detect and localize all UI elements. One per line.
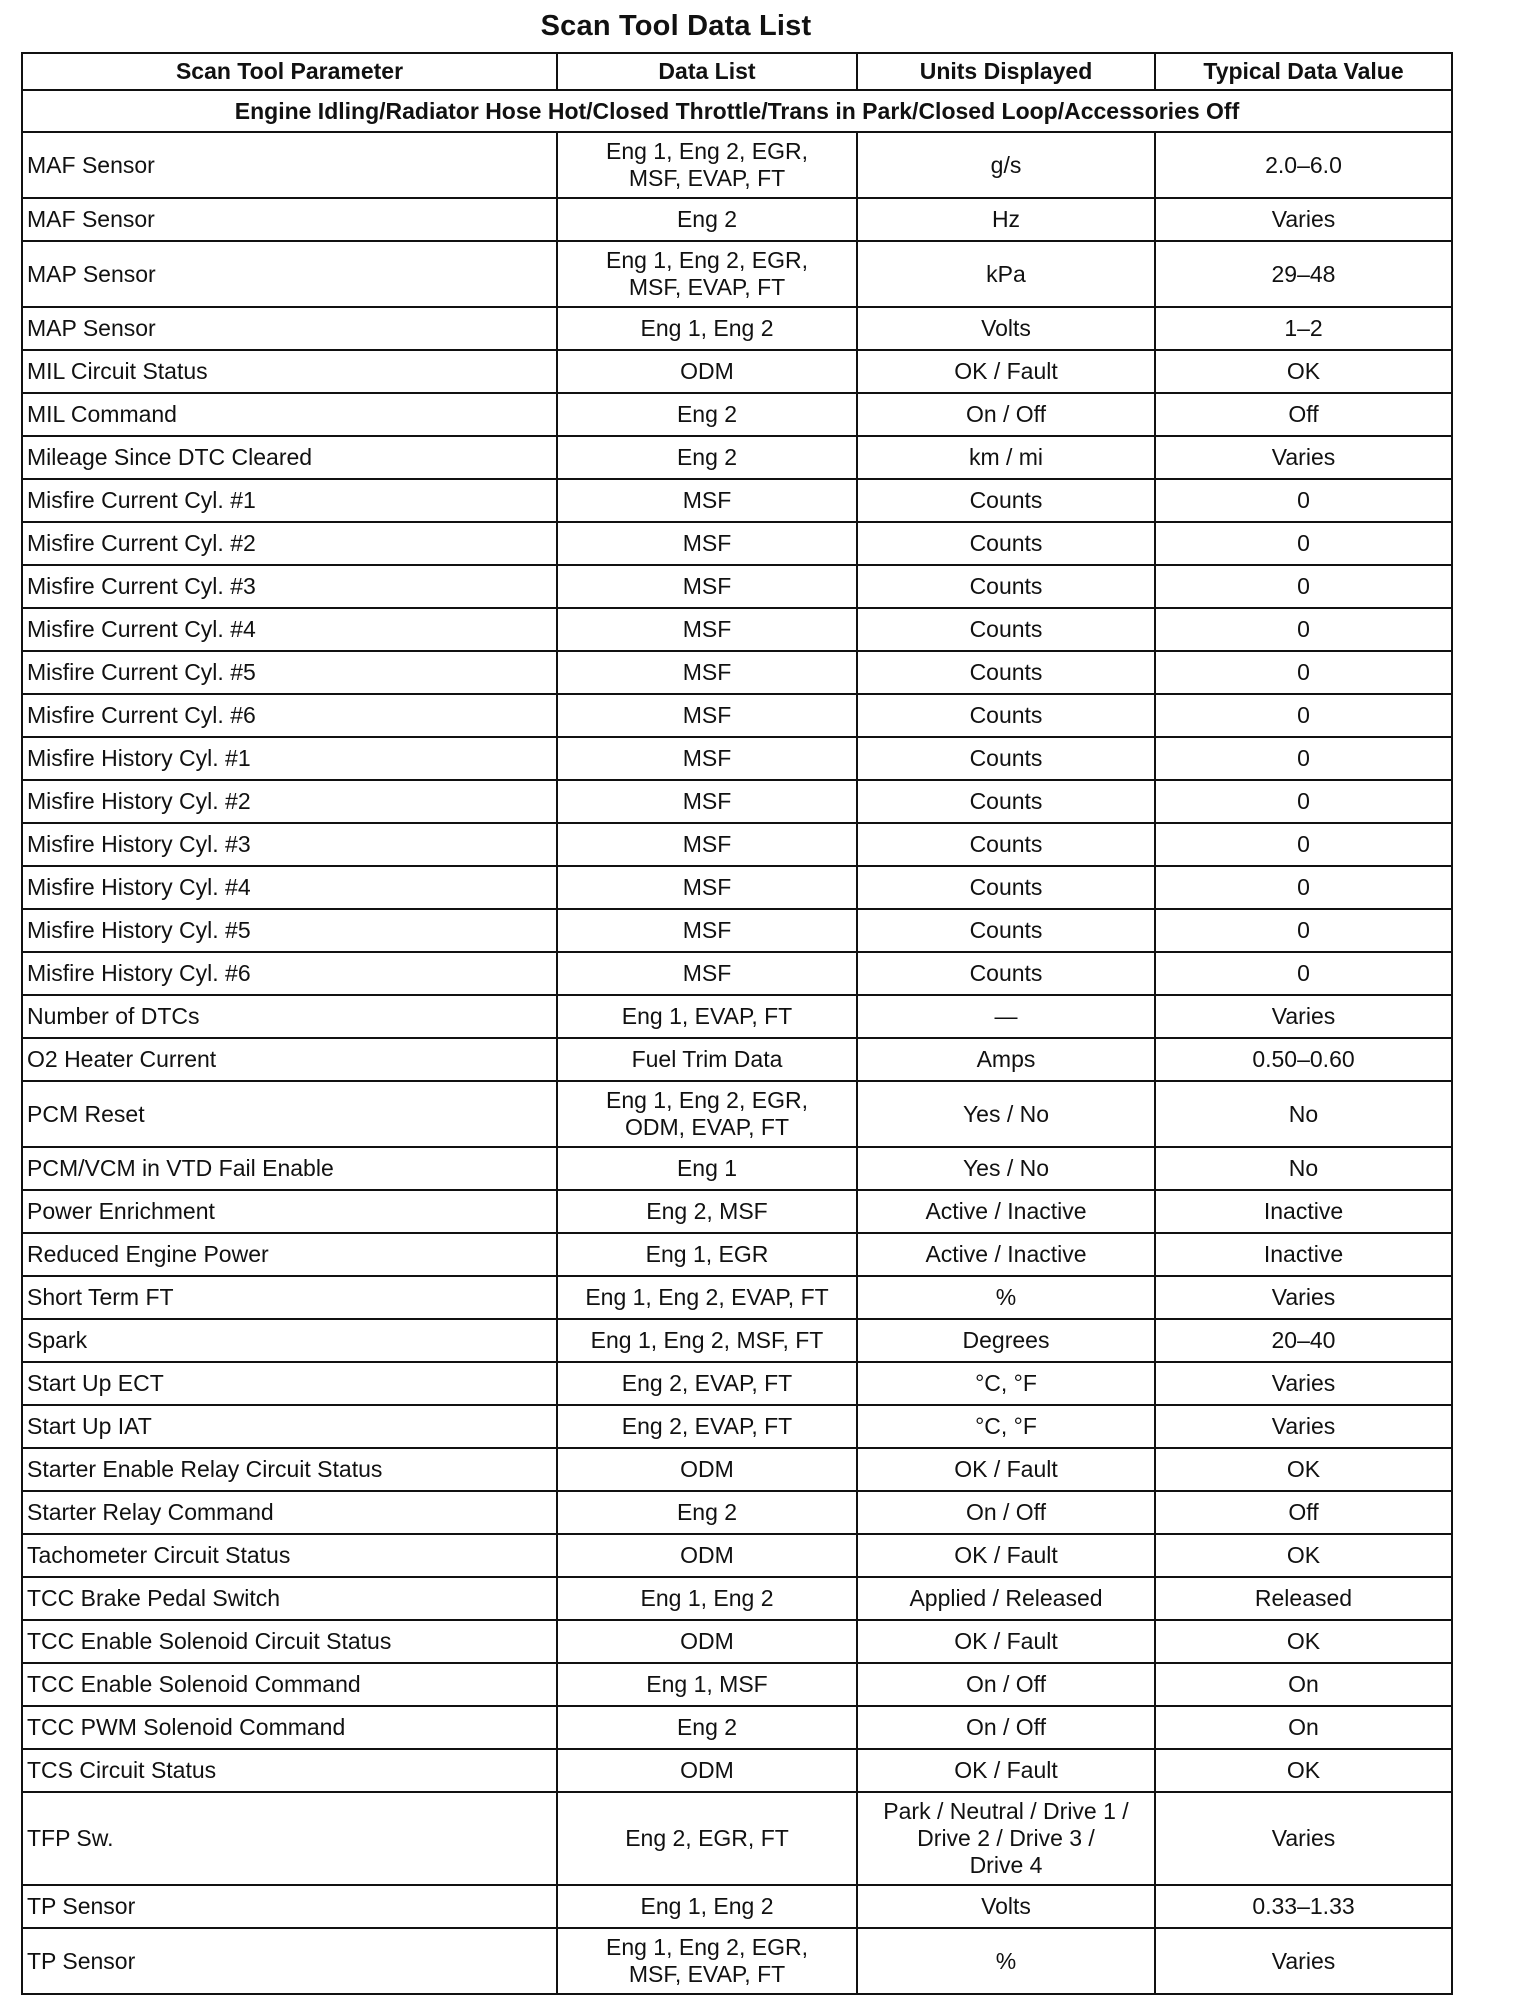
- cell-typical-value: No: [1155, 1147, 1452, 1190]
- table-row: [22, 393, 1452, 436]
- cell-parameter: TP Sensor: [22, 1928, 557, 1994]
- cell-parameter: Misfire History Cyl. #1: [22, 737, 557, 780]
- table-row: [22, 995, 1452, 1038]
- cell-data-list: Eng 2: [557, 393, 857, 436]
- table-row: [22, 350, 1452, 393]
- cell-data-list: Eng 2, EVAP, FT: [557, 1405, 857, 1448]
- cell-parameter: Misfire History Cyl. #4: [22, 866, 557, 909]
- cell-parameter: PCM Reset: [22, 1081, 557, 1147]
- table-row: [22, 1081, 1452, 1147]
- header-data-list: Data List: [557, 53, 857, 90]
- table-row: [22, 479, 1452, 522]
- cell-parameter: Misfire History Cyl. #3: [22, 823, 557, 866]
- table-row: [22, 522, 1452, 565]
- table-row: [22, 1792, 1452, 1885]
- cell-data-list: Eng 2: [557, 1491, 857, 1534]
- cell-data-list: MSF: [557, 737, 857, 780]
- cell-typical-value: Off: [1155, 393, 1452, 436]
- header-units: Units Displayed: [857, 53, 1155, 90]
- cell-parameter: Starter Relay Command: [22, 1491, 557, 1534]
- cell-parameter: Spark: [22, 1319, 557, 1362]
- cell-units: Amps: [857, 1038, 1155, 1081]
- cell-parameter: Start Up ECT: [22, 1362, 557, 1405]
- cell-parameter: Misfire Current Cyl. #5: [22, 651, 557, 694]
- cell-units: Yes / No: [857, 1081, 1155, 1147]
- table-row: [22, 307, 1452, 350]
- table-row: [22, 436, 1452, 479]
- cell-data-list: Eng 2, EVAP, FT: [557, 1362, 857, 1405]
- cell-parameter: Misfire History Cyl. #2: [22, 780, 557, 823]
- table-row: [22, 1405, 1452, 1448]
- cell-data-list: Eng 1: [557, 1147, 857, 1190]
- cell-typical-value: No: [1155, 1081, 1452, 1147]
- cell-data-list: Eng 1, Eng 2: [557, 307, 857, 350]
- cell-data-list: Eng 1, EGR: [557, 1233, 857, 1276]
- table-row: [22, 694, 1452, 737]
- cell-data-list: Eng 2: [557, 198, 857, 241]
- cell-data-list: ODM: [557, 1534, 857, 1577]
- cell-parameter: MIL Circuit Status: [22, 350, 557, 393]
- table-row: [22, 823, 1452, 866]
- cell-data-list: MSF: [557, 823, 857, 866]
- cell-parameter: O2 Heater Current: [22, 1038, 557, 1081]
- cell-typical-value: Varies: [1155, 1405, 1452, 1448]
- cell-parameter: MAP Sensor: [22, 241, 557, 307]
- cell-typical-value: 2.0–6.0: [1155, 132, 1452, 198]
- cell-units: kPa: [857, 241, 1155, 307]
- cell-parameter: Mileage Since DTC Cleared: [22, 436, 557, 479]
- cell-parameter: Start Up IAT: [22, 1405, 557, 1448]
- table-row: [22, 132, 1452, 198]
- table-row: [22, 780, 1452, 823]
- cell-typical-value: Inactive: [1155, 1233, 1452, 1276]
- cell-units: Counts: [857, 694, 1155, 737]
- table-row: [22, 1276, 1452, 1319]
- header-typical-value: Typical Data Value: [1155, 53, 1452, 90]
- cell-units: Counts: [857, 565, 1155, 608]
- table-row: [22, 608, 1452, 651]
- condition-text: Engine Idling/Radiator Hose Hot/Closed Throttle/Trans in Park/Closed Loop/Accessories Off: [22, 90, 1452, 132]
- cell-parameter: Misfire Current Cyl. #4: [22, 608, 557, 651]
- cell-units: OK / Fault: [857, 1534, 1155, 1577]
- cell-parameter: Power Enrichment: [22, 1190, 557, 1233]
- header-row: [22, 53, 1452, 90]
- cell-parameter: Starter Enable Relay Circuit Status: [22, 1448, 557, 1491]
- cell-data-list: Eng 2: [557, 1706, 857, 1749]
- cell-data-list: MSF: [557, 780, 857, 823]
- cell-data-list: MSF: [557, 694, 857, 737]
- cell-data-list: Eng 2: [557, 436, 857, 479]
- table-row: [22, 1038, 1452, 1081]
- cell-parameter: TCC Brake Pedal Switch: [22, 1577, 557, 1620]
- cell-units: Counts: [857, 479, 1155, 522]
- cell-typical-value: Varies: [1155, 1928, 1452, 1994]
- cell-data-list: MSF: [557, 565, 857, 608]
- cell-typical-value: 0.50–0.60: [1155, 1038, 1452, 1081]
- cell-units: g/s: [857, 132, 1155, 198]
- cell-parameter: Tachometer Circuit Status: [22, 1534, 557, 1577]
- cell-data-list: MSF: [557, 866, 857, 909]
- cell-units: km / mi: [857, 436, 1155, 479]
- cell-units: On / Off: [857, 393, 1155, 436]
- cell-units: Counts: [857, 823, 1155, 866]
- cell-units: Counts: [857, 780, 1155, 823]
- cell-data-list: Eng 1, Eng 2, EGR, MSF, EVAP, FT: [557, 1928, 857, 1994]
- cell-units: %: [857, 1276, 1155, 1319]
- cell-typical-value: OK: [1155, 1620, 1452, 1663]
- cell-data-list: Eng 1, Eng 2, MSF, FT: [557, 1319, 857, 1362]
- cell-data-list: Eng 1, EVAP, FT: [557, 995, 857, 1038]
- table-row: [22, 1928, 1452, 1994]
- cell-units: On / Off: [857, 1663, 1155, 1706]
- cell-typical-value: OK: [1155, 1448, 1452, 1491]
- cell-data-list: Eng 1, MSF: [557, 1663, 857, 1706]
- table-body: [22, 90, 1452, 1994]
- cell-units: Applied / Released: [857, 1577, 1155, 1620]
- table-row: [22, 1233, 1452, 1276]
- cell-typical-value: Varies: [1155, 198, 1452, 241]
- cell-units: On / Off: [857, 1491, 1155, 1534]
- header-parameter: Scan Tool Parameter: [22, 53, 557, 90]
- cell-parameter: Number of DTCs: [22, 995, 557, 1038]
- cell-units: Volts: [857, 1885, 1155, 1928]
- cell-data-list: Eng 2, EGR, FT: [557, 1792, 857, 1885]
- cell-parameter: Misfire History Cyl. #5: [22, 909, 557, 952]
- cell-data-list: Eng 1, Eng 2: [557, 1577, 857, 1620]
- cell-typical-value: Varies: [1155, 436, 1452, 479]
- cell-units: Active / Inactive: [857, 1190, 1155, 1233]
- cell-data-list: ODM: [557, 1448, 857, 1491]
- cell-parameter: Misfire History Cyl. #6: [22, 952, 557, 995]
- cell-parameter: MAP Sensor: [22, 307, 557, 350]
- cell-units: OK / Fault: [857, 350, 1155, 393]
- cell-units: Active / Inactive: [857, 1233, 1155, 1276]
- table-row: [22, 1190, 1452, 1233]
- cell-data-list: Eng 1, Eng 2, EGR, MSF, EVAP, FT: [557, 132, 857, 198]
- table-row: [22, 1448, 1452, 1491]
- cell-typical-value: Off: [1155, 1491, 1452, 1534]
- cell-data-list: MSF: [557, 479, 857, 522]
- cell-data-list: Fuel Trim Data: [557, 1038, 857, 1081]
- cell-typical-value: On: [1155, 1706, 1452, 1749]
- cell-typical-value: OK: [1155, 1749, 1452, 1792]
- table-row: [22, 737, 1452, 780]
- cell-parameter: TCC PWM Solenoid Command: [22, 1706, 557, 1749]
- table-row: [22, 565, 1452, 608]
- cell-parameter: PCM/VCM in VTD Fail Enable: [22, 1147, 557, 1190]
- cell-units: Park / Neutral / Drive 1 / Drive 2 / Drive 3 / Drive 4: [857, 1792, 1155, 1885]
- cell-units: Counts: [857, 608, 1155, 651]
- table-row: [22, 1362, 1452, 1405]
- scan-tool-data-table: [21, 52, 1453, 1995]
- cell-parameter: MIL Command: [22, 393, 557, 436]
- cell-parameter: Misfire Current Cyl. #1: [22, 479, 557, 522]
- cell-parameter: Misfire Current Cyl. #6: [22, 694, 557, 737]
- table-row: [22, 198, 1452, 241]
- cell-parameter: TFP Sw.: [22, 1792, 557, 1885]
- table-row: [22, 952, 1452, 995]
- cell-units: OK / Fault: [857, 1620, 1155, 1663]
- cell-data-list: ODM: [557, 1620, 857, 1663]
- cell-parameter: Reduced Engine Power: [22, 1233, 557, 1276]
- cell-data-list: ODM: [557, 350, 857, 393]
- cell-typical-value: 0.33–1.33: [1155, 1885, 1452, 1928]
- cell-units: Counts: [857, 651, 1155, 694]
- cell-data-list: Eng 1, Eng 2, EVAP, FT: [557, 1276, 857, 1319]
- cell-typical-value: 0: [1155, 479, 1452, 522]
- cell-parameter: TCC Enable Solenoid Circuit Status: [22, 1620, 557, 1663]
- table-row: [22, 1749, 1452, 1792]
- table-row: [22, 1534, 1452, 1577]
- cell-units: On / Off: [857, 1706, 1155, 1749]
- cell-data-list: MSF: [557, 522, 857, 565]
- cell-data-list: Eng 1, Eng 2, EGR, MSF, EVAP, FT: [557, 241, 857, 307]
- cell-units: Counts: [857, 522, 1155, 565]
- cell-parameter: Misfire Current Cyl. #3: [22, 565, 557, 608]
- condition-row: [22, 90, 1452, 132]
- cell-data-list: MSF: [557, 952, 857, 995]
- cell-units: %: [857, 1928, 1155, 1994]
- cell-units: OK / Fault: [857, 1749, 1155, 1792]
- cell-parameter: MAF Sensor: [22, 132, 557, 198]
- cell-data-list: Eng 2, MSF: [557, 1190, 857, 1233]
- cell-units: °C, °F: [857, 1405, 1155, 1448]
- cell-typical-value: 1–2: [1155, 307, 1452, 350]
- table-row: [22, 1663, 1452, 1706]
- cell-units: °C, °F: [857, 1362, 1155, 1405]
- table-row: [22, 651, 1452, 694]
- table-row: [22, 241, 1452, 307]
- cell-typical-value: Varies: [1155, 1362, 1452, 1405]
- cell-typical-value: 29–48: [1155, 241, 1452, 307]
- cell-units: Counts: [857, 909, 1155, 952]
- cell-typical-value: 20–40: [1155, 1319, 1452, 1362]
- cell-typical-value: 0: [1155, 909, 1452, 952]
- cell-data-list: MSF: [557, 608, 857, 651]
- cell-units: Volts: [857, 307, 1155, 350]
- cell-parameter: MAF Sensor: [22, 198, 557, 241]
- cell-typical-value: Released: [1155, 1577, 1452, 1620]
- cell-data-list: MSF: [557, 909, 857, 952]
- cell-typical-value: 0: [1155, 522, 1452, 565]
- cell-units: Counts: [857, 737, 1155, 780]
- cell-units: Yes / No: [857, 1147, 1155, 1190]
- cell-typical-value: On: [1155, 1663, 1452, 1706]
- cell-typical-value: OK: [1155, 350, 1452, 393]
- cell-typical-value: Varies: [1155, 1792, 1452, 1885]
- table-row: [22, 1577, 1452, 1620]
- table-row: [22, 1885, 1452, 1928]
- cell-parameter: Short Term FT: [22, 1276, 557, 1319]
- cell-data-list: ODM: [557, 1749, 857, 1792]
- table-row: [22, 1620, 1452, 1663]
- table-row: [22, 1319, 1452, 1362]
- table-row: [22, 866, 1452, 909]
- cell-typical-value: Inactive: [1155, 1190, 1452, 1233]
- cell-typical-value: 0: [1155, 866, 1452, 909]
- cell-typical-value: 0: [1155, 823, 1452, 866]
- cell-units: OK / Fault: [857, 1448, 1155, 1491]
- page-title: Scan Tool Data List: [540, 10, 812, 42]
- cell-data-list: Eng 1, Eng 2: [557, 1885, 857, 1928]
- cell-typical-value: 0: [1155, 737, 1452, 780]
- cell-units: Counts: [857, 952, 1155, 995]
- cell-units: —: [857, 995, 1155, 1038]
- cell-parameter: TP Sensor: [22, 1885, 557, 1928]
- table-row: [22, 1491, 1452, 1534]
- cell-typical-value: 0: [1155, 651, 1452, 694]
- cell-units: Counts: [857, 866, 1155, 909]
- cell-typical-value: 0: [1155, 608, 1452, 651]
- cell-units: Degrees: [857, 1319, 1155, 1362]
- table-row: [22, 1706, 1452, 1749]
- cell-parameter: TCC Enable Solenoid Command: [22, 1663, 557, 1706]
- cell-parameter: Misfire Current Cyl. #2: [22, 522, 557, 565]
- cell-typical-value: OK: [1155, 1534, 1452, 1577]
- table-row: [22, 909, 1452, 952]
- cell-typical-value: Varies: [1155, 995, 1452, 1038]
- cell-parameter: TCS Circuit Status: [22, 1749, 557, 1792]
- cell-data-list: MSF: [557, 651, 857, 694]
- cell-typical-value: 0: [1155, 780, 1452, 823]
- cell-typical-value: 0: [1155, 565, 1452, 608]
- cell-typical-value: 0: [1155, 952, 1452, 995]
- cell-typical-value: Varies: [1155, 1276, 1452, 1319]
- cell-typical-value: 0: [1155, 694, 1452, 737]
- cell-data-list: Eng 1, Eng 2, EGR, ODM, EVAP, FT: [557, 1081, 857, 1147]
- table-row: [22, 1147, 1452, 1190]
- cell-units: Hz: [857, 198, 1155, 241]
